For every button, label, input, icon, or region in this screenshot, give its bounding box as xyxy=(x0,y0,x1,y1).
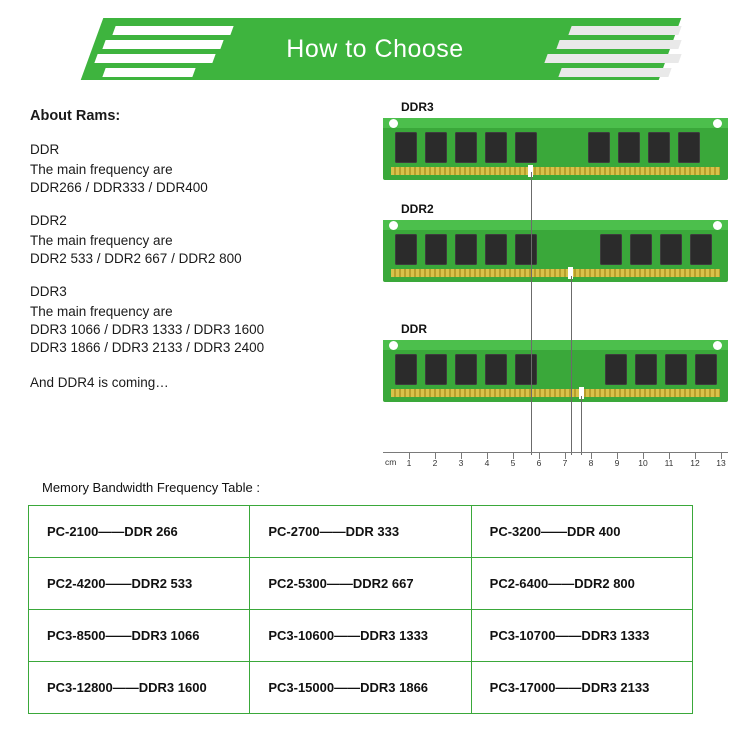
leader-line-ddr xyxy=(581,396,582,455)
mount-hole-left-icon xyxy=(389,119,398,128)
ram-module-ddr2 xyxy=(383,220,728,282)
ruler-tick-11: 11 xyxy=(664,458,674,468)
ruler-unit-label: cm xyxy=(385,457,397,467)
pcb-top-edge xyxy=(383,118,728,128)
ruler-tick-13: 13 xyxy=(716,458,726,468)
ddr-line-1: The main frequency are xyxy=(30,162,173,177)
ddr3-title: DDR3 xyxy=(30,284,67,299)
table-cell: PC3-10700——DDR3 1333 xyxy=(471,610,692,662)
gold-contacts-ddr3 xyxy=(391,167,720,175)
banner-title: How to Choose xyxy=(286,34,464,63)
table-cell: PC3-10600——DDR3 1333 xyxy=(250,610,471,662)
ddr2-line-1: The main frequency are xyxy=(30,233,173,248)
gold-contacts-ddr2 xyxy=(391,269,720,277)
ddr3-line-3: DDR3 1866 / DDR3 2133 / DDR3 2400 xyxy=(30,340,265,355)
leader-line-ddr2 xyxy=(571,276,572,455)
ddr-title: DDR xyxy=(30,142,60,157)
mount-hole-right-icon xyxy=(713,341,722,350)
ddr3-block xyxy=(30,284,380,355)
table-cell: PC-3200——DDR 400 xyxy=(471,506,692,558)
chip-row-ddr3 xyxy=(395,132,716,163)
ruler-tick-1: 1 xyxy=(406,458,412,468)
about-rams-section xyxy=(30,108,380,390)
chip-row-ddr2 xyxy=(395,234,716,265)
ruler-tick-6: 6 xyxy=(536,458,542,468)
mount-hole-left-icon xyxy=(389,341,398,350)
table-row xyxy=(29,610,693,662)
table-cell: PC3-15000——DDR3 1866 xyxy=(250,662,471,714)
table-cell: PC2-5300——DDR2 667 xyxy=(250,558,471,610)
cm-ruler xyxy=(383,452,728,470)
ddr3-line-1: The main frequency are xyxy=(30,304,173,319)
chip-row-ddr xyxy=(395,354,716,385)
ddr3-line-2: DDR3 1066 / DDR3 1333 / DDR3 1600 xyxy=(30,322,265,337)
table-row xyxy=(29,506,693,558)
ruler-tick-9: 9 xyxy=(614,458,620,468)
mount-hole-right-icon xyxy=(713,119,722,128)
about-heading: About Rams: xyxy=(30,108,121,124)
ruler-tick-2: 2 xyxy=(432,458,438,468)
ruler-tick-3: 3 xyxy=(458,458,464,468)
table-cell: PC2-4200——DDR2 533 xyxy=(29,558,250,610)
pcb-top-edge xyxy=(383,220,728,230)
table-caption: Memory Bandwidth Frequency Table : xyxy=(42,480,260,495)
module-label-ddr2: DDR2 xyxy=(401,202,434,216)
ddr2-title: DDR2 xyxy=(30,213,67,228)
pcb-top-edge xyxy=(383,340,728,350)
table-cell: PC3-8500——DDR3 1066 xyxy=(29,610,250,662)
ddr4-note: And DDR4 is coming… xyxy=(30,375,169,390)
table-cell: PC3-12800——DDR3 1600 xyxy=(29,662,250,714)
module-label-ddr3: DDR3 xyxy=(401,100,434,114)
gold-contacts-ddr xyxy=(391,389,720,397)
header-banner xyxy=(0,18,750,80)
table-row xyxy=(29,558,693,610)
ddr-block xyxy=(30,142,380,195)
ddr-line-2: DDR266 / DDR333 / DDR400 xyxy=(30,180,208,195)
ram-modules-diagram xyxy=(383,100,731,470)
ram-module-ddr xyxy=(383,340,728,402)
leader-line-ddr3 xyxy=(531,172,532,455)
ruler-tick-12: 12 xyxy=(690,458,700,468)
ruler-tick-7: 7 xyxy=(562,458,568,468)
ram-module-ddr3 xyxy=(383,118,728,180)
mount-hole-right-icon xyxy=(713,221,722,230)
table-cell: PC-2700——DDR 333 xyxy=(250,506,471,558)
ddr2-line-2: DDR2 533 / DDR2 667 / DDR2 800 xyxy=(30,251,242,266)
module-label-ddr: DDR xyxy=(401,322,427,336)
mount-hole-left-icon xyxy=(389,221,398,230)
bandwidth-table xyxy=(28,505,693,714)
table-row xyxy=(29,662,693,714)
ruler-tick-10: 10 xyxy=(638,458,648,468)
ddr2-block xyxy=(30,213,380,266)
ruler-tick-8: 8 xyxy=(588,458,594,468)
table-cell: PC3-17000——DDR3 2133 xyxy=(471,662,692,714)
ruler-tick-5: 5 xyxy=(510,458,516,468)
ruler-tick-4: 4 xyxy=(484,458,490,468)
table-cell: PC2-6400——DDR2 800 xyxy=(471,558,692,610)
table-cell: PC-2100——DDR 266 xyxy=(29,506,250,558)
